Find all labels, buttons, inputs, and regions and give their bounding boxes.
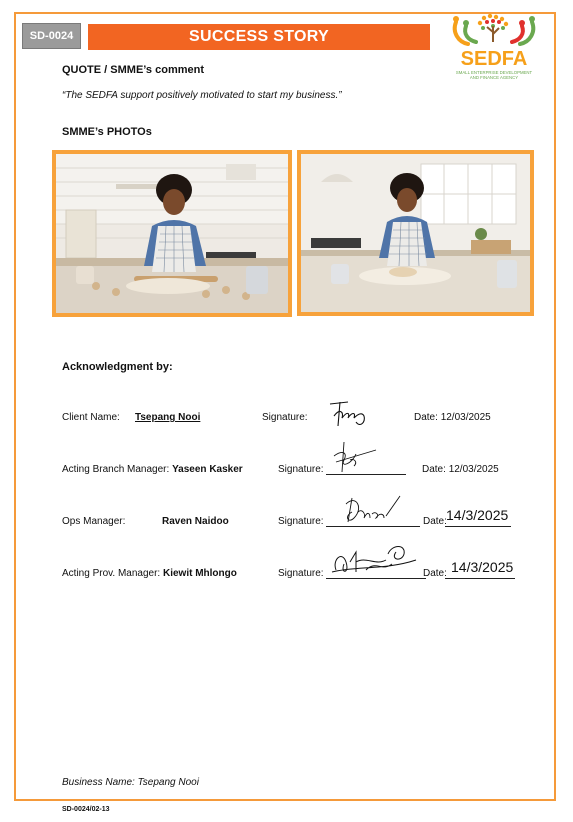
document-footer-code: SD-0024/02-13 [62, 806, 110, 813]
prov-manager-signature-label: Signature: [278, 568, 324, 579]
client-date-value: 12/03/2025 [440, 412, 491, 423]
prov-manager-label: Acting Prov. Manager: [62, 568, 161, 579]
quote-text: “The SEDFA support positively motivated to start my business.” [62, 90, 342, 101]
prov-manager-date-line [445, 578, 515, 579]
branch-manager-label: Acting Branch Manager: [62, 464, 170, 475]
branch-manager-signature-label: Signature: [278, 464, 324, 475]
prov-manager-signature [326, 540, 422, 580]
client-name-value: Tsepang Nooi [135, 412, 201, 423]
ops-manager-name: Raven Naidoo [162, 516, 229, 527]
smme-photo-1 [52, 150, 292, 317]
document-code-badge: SD-0024 [22, 23, 81, 49]
logo-tagline-1: SMALL ENTERPRISE DEVELOPMENT [455, 70, 533, 75]
client-name-label: Client Name: [62, 412, 120, 423]
sedfa-logo [438, 12, 550, 82]
logo-text: SEDFA [460, 48, 528, 70]
title-banner: SUCCESS STORY [88, 24, 430, 50]
branch-manager-date-label: Date: [422, 464, 446, 475]
smme-photo-2 [297, 150, 534, 316]
ops-manager-date-label: Date: [423, 516, 447, 527]
business-name: Business Name: Tsepang Nooi [62, 777, 199, 788]
ops-manager-label: Ops Manager: [62, 516, 126, 527]
prov-manager-name: Kiewit Mhlongo [162, 568, 237, 579]
client-signature-label: Signature: [262, 412, 308, 423]
branch-manager-date-value: 12/03/2025 [448, 464, 499, 475]
quote-heading: QUOTE / SMME’s comment [62, 64, 205, 76]
prov-manager-date-label: Date: [423, 568, 447, 579]
branch-manager-signature [330, 440, 380, 476]
ops-manager-signature [340, 494, 406, 528]
acknowledgment-heading: Acknowledgment by: [62, 361, 173, 373]
ops-manager-date-line [445, 526, 511, 527]
logo-tagline-2: AND FINANCE AGENCY [469, 75, 519, 80]
client-signature [326, 398, 372, 432]
photos-heading: SMME’s PHOTOs [62, 126, 152, 138]
client-date-label: Date: [414, 412, 438, 423]
ops-manager-date-value: 14/3/2025 [446, 507, 509, 523]
branch-manager-name: Yaseen Kasker [172, 464, 243, 475]
prov-manager-date-value: 14/3/2025 [451, 559, 514, 575]
ops-manager-signature-label: Signature: [278, 516, 324, 527]
